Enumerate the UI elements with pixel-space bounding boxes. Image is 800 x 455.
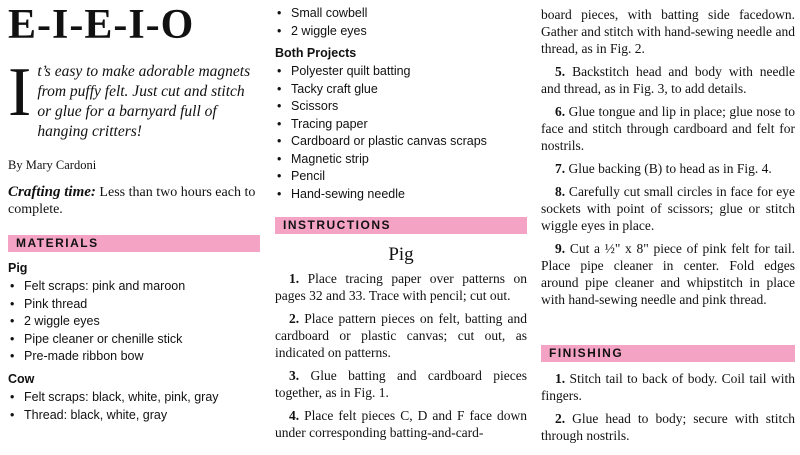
column-2 [275,0,527,455]
step-item [541,240,795,308]
list-item: • Pencil [275,168,527,186]
step-text: Place felt pieces C, D and F face down under corresponding batting-and-card- [275,408,527,440]
materials-heading: MATERIALS [8,235,260,252]
list-item: • Tracing paper [275,116,527,134]
column-3 [541,0,795,455]
step-number: 2. [555,411,566,426]
cow-materials-label: Cow [8,372,35,386]
pig-materials-label: Pig [8,261,28,275]
cow-materials-list-continued [275,5,527,40]
step-number: 6. [555,104,566,119]
page-title: E-I-E-I-O [8,2,195,48]
step-number: 8. [555,184,566,199]
step-number: 9. [555,241,566,256]
crafting-time-label: Crafting time: [8,184,96,200]
list-item: • Hand-sewing needle [275,186,527,204]
step-item [541,103,795,154]
finishing-heading: FINISHING [541,345,795,362]
list-item: • Felt scraps: black, white, pink, gray [8,389,260,407]
both-materials-label: Both Projects [275,46,357,60]
step-text: Place pattern pieces on felt, batting and cardboard or plastic canvas; cut out, as indicated on patterns. [275,311,527,360]
list-item: • Polyester quilt batting [275,63,527,81]
list-item: • Scissors [275,98,527,116]
list-item: • Felt scraps: pink and maroon [8,278,260,296]
step-item [541,160,795,177]
step-text: Place tracing paper over patterns on pages 32 and 33. Trace with pencil; cut out. [275,271,527,303]
step-number: 3. [289,368,300,383]
step-number: 1. [289,271,300,286]
column-1 [8,0,260,455]
step-text: Glue backing (B) to head as in Fig. 4. [565,161,772,176]
step-item [541,63,795,97]
instructions-heading: INSTRUCTIONS [275,217,527,234]
step-text: Backstitch head and body with needle and thread, as in Fig. 3, to add details. [541,64,795,96]
pig-instructions-heading: Pig [388,244,414,265]
list-item: • Cardboard or plastic canvas scraps [275,133,527,151]
list-item: • 2 wiggle eyes [275,23,527,41]
list-item: • Thread: black, white, gray [8,407,260,425]
step-4-continued: board pieces, with batting side facedown. Gather and stitch with hand-sewing needle and thread, as in Fig. 2. [541,7,795,56]
intro-text: t’s easy to make adorable magnets from puffy felt. Just cut and stitch or glue for a barnyard full of hanging critters! [37,63,251,140]
list-item: • 2 wiggle eyes [8,313,260,331]
list-item: • Pre-made ribbon bow [8,348,260,366]
cow-materials-list [8,389,260,424]
step-item [541,183,795,234]
step-text: Stitch tail to back of body. Coil tail with fingers. [541,371,795,403]
step-item [541,410,795,444]
crafting-time [8,184,260,218]
crafting-time-text: Less than two hours each to complete. [8,185,256,217]
both-materials-list [275,63,527,203]
pig-materials-list [8,278,260,366]
intro-paragraph [8,54,260,142]
step-item [275,270,527,304]
step-number: 2. [289,311,300,326]
list-item: • Pink thread [8,296,260,314]
step-number: 5. [555,64,566,79]
step-item [275,407,527,441]
instruction-steps-col2 [275,270,527,447]
byline: By Mary Cardoni [8,158,97,172]
step-text: Cut a ½" x 8" piece of pink felt for tail. Place pipe cleaner in center. Fold edges around pipe cleaner and whipstitch in place with hand-sewing needle and pink thread. [541,241,795,307]
step-number: 1. [555,371,566,386]
drop-cap: I [8,54,32,131]
list-item: • Magnetic strip [275,151,527,169]
step-number: 7. [555,161,566,176]
step-item [275,367,527,401]
instruction-steps-col3 [541,6,795,314]
list-item: • Pipe cleaner or chenille stick [8,331,260,349]
step-text: Glue head to body; secure with stitch through nostrils. [541,411,795,443]
step-text: Glue tongue and lip in place; glue nose to face and stitch through cardboard and felt for nostrils. [541,104,795,153]
list-item: • Small cowbell [275,5,527,23]
finishing-steps [541,370,795,450]
step-text: Glue batting and cardboard pieces together, as in Fig. 1. [275,368,527,400]
step-item [541,370,795,404]
step-number: 4. [289,408,300,423]
list-item: • Tacky craft glue [275,81,527,99]
step-text: Carefully cut small circles in face for eye sockets with point of scissors; glue or stitch wiggle eyes in place. [541,184,795,233]
step-item [275,310,527,361]
